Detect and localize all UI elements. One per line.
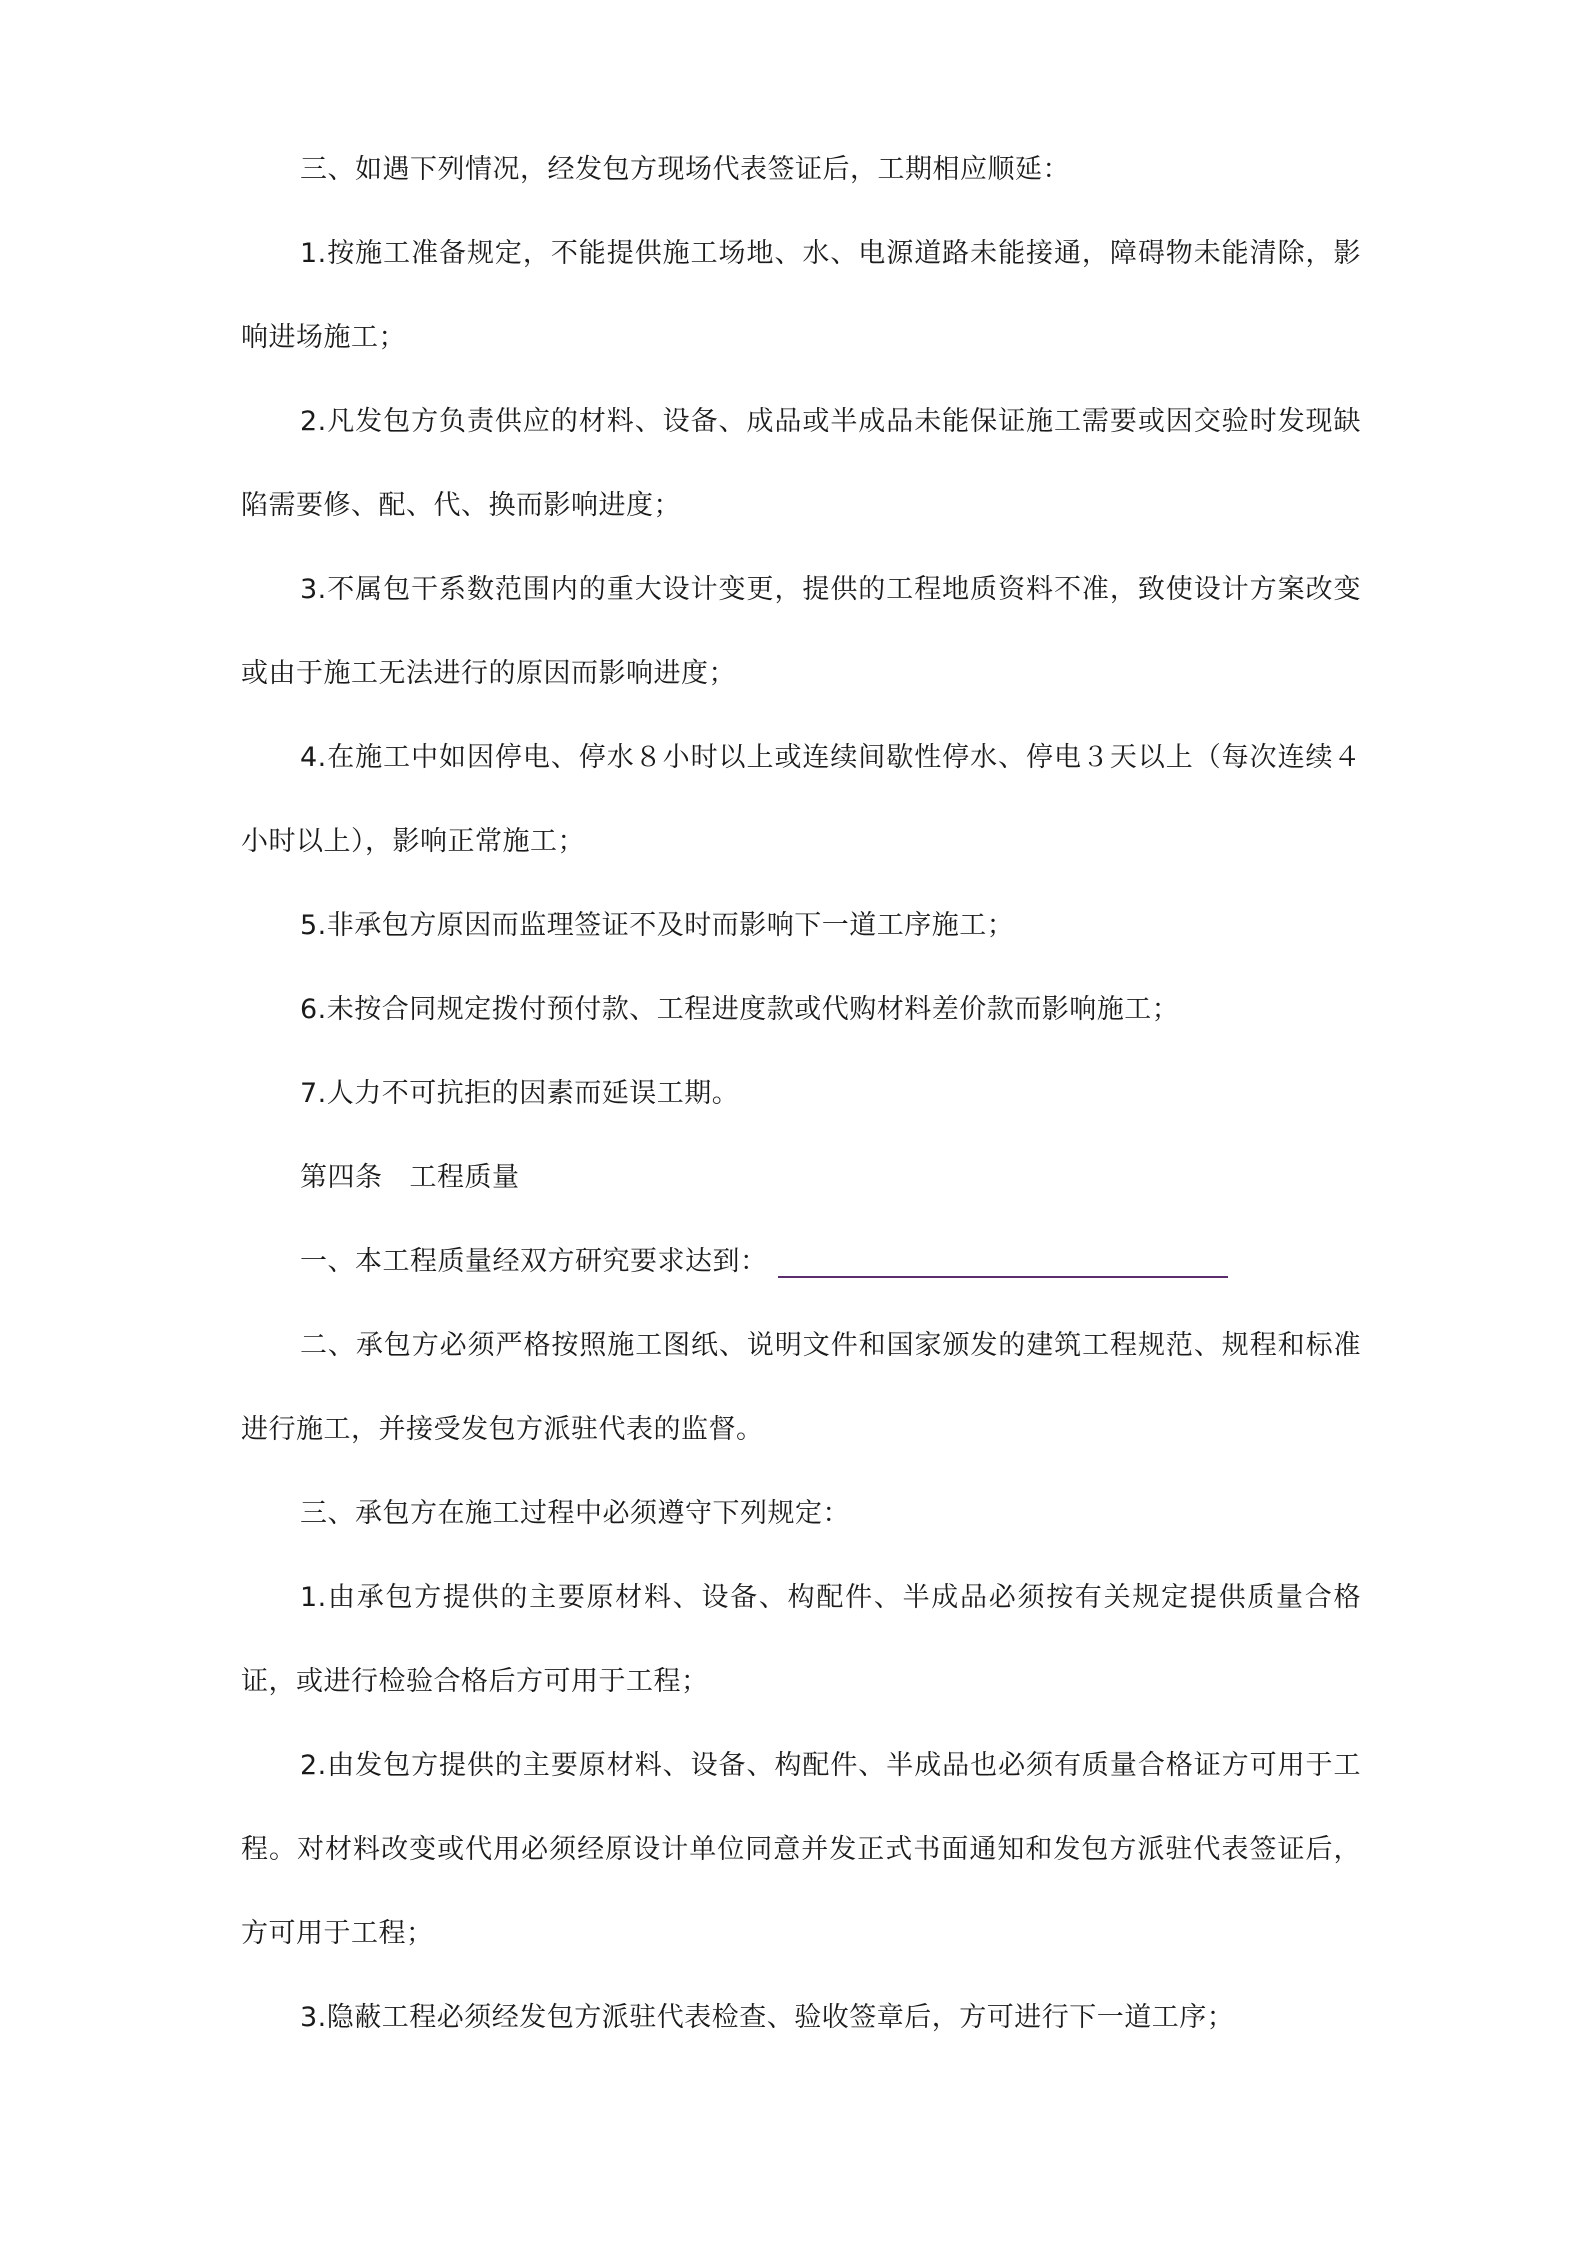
article-number: 第四条 <box>300 1162 383 1193</box>
paragraph-item-7: 7.人力不可抗拒的因素而延误工期。 <box>300 1078 740 1109</box>
paragraph-item-5: 5.非承包方原因而监理签证不及时而影响下一道工序施工； <box>300 910 1015 941</box>
paragraph-item-6: 6.未按合同规定拨付预付款、工程进度款或代购材料差价款而影响施工； <box>300 994 1180 1025</box>
article-heading <box>241 1136 1361 1220</box>
article-title: 工程质量 <box>409 1162 520 1193</box>
paragraph-quality-item-3: 3.隐蔽工程必须经发包方派驻代表检查、验收签章后，方可进行下一道工序； <box>300 2002 1235 2033</box>
paragraph-item-3: 3.不属包干系数范围内的重大设计变更，提供的工程地质资料不准，致使设计方案改变或由于施工无法进行的原因而影响进度； <box>241 574 1361 689</box>
paragraph-item-4: 4.在施工中如因停电、停水８小时以上或连续间歇性停水、停电３天以上（每次连续４小时以上），影响正常施工； <box>241 742 1361 857</box>
paragraph-item-1: 1.按施工准备规定，不能提供施工场地、水、电源道路未能接通，障碍物未能清除，影响进场施工； <box>241 238 1361 353</box>
paragraph-item-2: 2.凡发包方负责供应的材料、设备、成品或半成品未能保证施工需要或因交验时发现缺陷需要修、配、代、换而影响进度； <box>241 406 1361 521</box>
quality-target-blank <box>778 1275 1228 1278</box>
paragraph-quality-standards: 二、承包方必须严格按照施工图纸、说明文件和国家颁发的建筑工程规范、规程和标准进行施工，并接受发包方派驻代表的监督。 <box>241 1330 1361 1445</box>
paragraph-quality-target <box>241 1220 1361 1304</box>
document-body <box>241 128 1361 2060</box>
paragraph-quality-item-1: 1.由承包方提供的主要原材料、设备、构配件、半成品必须按有关规定提供质量合格证，或进行检验合格后方可用于工程； <box>241 1582 1361 1697</box>
paragraph-quality-item-2: 2.由发包方提供的主要原材料、设备、构配件、半成品也必须有质量合格证方可用于工程。对材料改变或代用必须经原设计单位同意并发正式书面通知和发包方派驻代表签证后，方可用于工程； <box>241 1750 1361 1949</box>
paragraph-quality-rules: 三、承包方在施工过程中必须遵守下列规定： <box>300 1498 850 1529</box>
paragraph-schedule-extension: 三、如遇下列情况，经发包方现场代表签证后，工期相应顺延： <box>300 154 1070 185</box>
quality-target-label: 一、本工程质量经双方研究要求达到： <box>300 1246 768 1277</box>
